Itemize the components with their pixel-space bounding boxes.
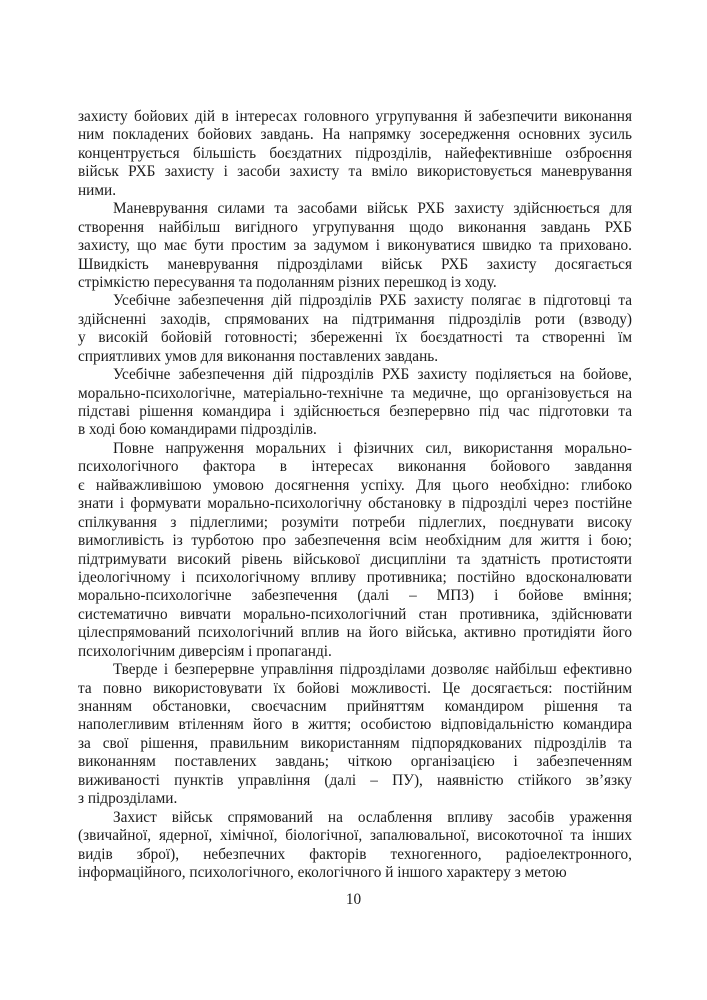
text-line: у високій бойовій готовності; збереженні їх боєздатності та створенні їм: [78, 329, 632, 347]
text-line: вимогливість із турботою про забезпечення всім необхідним для життя і бою;: [78, 532, 632, 550]
paragraph: [78, 366, 632, 440]
text-line: стрімкістю пересування та подоланням різних перешкод із ходу.: [78, 273, 497, 291]
text-line: наполегливим втіленням його в життя; особистою відповідальністю командира: [78, 716, 632, 734]
text-line: Повне напруження моральних і фізичних сил, використання морально-: [113, 439, 632, 457]
text-line: видів зброї), небезпечних факторів техногенного, радіоелектронного,: [78, 845, 632, 863]
text-line: виживаності пунктів управління (далі – ПУ), наявністю стійкого зв’язку: [78, 771, 632, 789]
paragraph: [78, 108, 632, 200]
text-line: з підрозділами.: [78, 790, 178, 808]
paragraph: [78, 661, 632, 809]
paragraph: [78, 809, 632, 883]
text-line: Захист військ спрямований на ослаблення впливу засобів ураження: [113, 808, 632, 826]
text-line: ними.: [78, 181, 117, 199]
text-line: за свої рішення, правильним використанням підпорядкованих підрозділів та: [78, 734, 632, 752]
text-line: систематично вивчати морально-психологічний стан противника, здійснювати: [78, 605, 632, 623]
text-line: концентрується більшість боєздатних підрозділів, найефективніше озброєння: [78, 144, 632, 162]
page-number: 10: [345, 891, 362, 908]
text-line: знати і формувати морально-психологічну обстановку в підрозділі через постійне: [78, 495, 632, 513]
text-line: підтримувати високий рівень військової дисципліни та здатність протистояти: [78, 550, 632, 568]
text-block: [78, 108, 632, 882]
text-line: морально-психологічне, матеріально-технічне та медичне, що організовується на: [78, 384, 632, 402]
text-line: здійсненні заходів, спрямованих на підтримання підрозділів роти (взводу): [78, 310, 632, 328]
text-line: підставі рішення командира і здійснюється безперервно під час підготовки та: [78, 403, 632, 420]
text-line: інформаційного, психологічного, екологічного й іншого характеру з метою: [78, 863, 567, 881]
text-line: захисту, що має бути простим за задумом і виконуватися швидко та приховано.: [78, 237, 632, 255]
text-line: знанням обстановки, своєчасним прийняттям командиром рішення та: [78, 698, 632, 715]
text-line: є найважливішою умовою досягнення успіху. Для цього необхідно: глибоко: [78, 476, 632, 494]
text-line: Усебічне забезпечення дій підрозділів РХБ захисту полягає в підготовці та: [113, 292, 632, 310]
text-line: психологічним диверсіям і пропаганді.: [78, 642, 332, 660]
text-line: Маневрування силами та засобами військ РХБ захисту здійснюється для: [113, 200, 632, 218]
text-line: психологічного фактора в інтересах виконання бойового завдання: [78, 458, 632, 476]
paragraph: [78, 440, 632, 661]
text-line: Усебічне забезпечення дій підрозділів РХБ захисту поділяється на бойове,: [113, 366, 632, 384]
paragraph: [78, 292, 632, 366]
text-line: ідеологічному і психологічному впливу противника; постійно вдосконалювати: [78, 568, 632, 586]
text-line: військ РХБ захисту і засоби захисту та вміло використовується маневрування: [78, 163, 632, 181]
text-line: ним покладених бойових завдань. На напрямку зосередження основних зусиль: [78, 126, 632, 144]
text-line: сприятливих умов для виконання поставлених завдань.: [78, 347, 439, 365]
text-line: Швидкість маневрування підрозділами військ РХБ захисту досягається: [78, 255, 632, 273]
paragraph: [78, 200, 632, 292]
text-line: та повно використовувати їх бойові можливості. Це досягається: постійним: [78, 679, 632, 697]
text-line: морально-психологічне забезпечення (далі – МПЗ) і бойове вміння;: [78, 587, 632, 605]
text-line: спілкування з підлеглими; розуміти потреби підлеглих, поєднувати високу: [78, 513, 632, 531]
text-line: створення найбільш вигідного угрупування щодо виконання завдань РХБ: [78, 218, 632, 236]
text-line: цілеспрямований психологічний вплив на його війська, активно протидіяти його: [78, 624, 632, 642]
text-line: виконанням поставлених завдань; чіткою організацією і забезпеченням: [78, 753, 632, 771]
text-line: в ході бою командирами підрозділів.: [78, 421, 317, 439]
text-line: захисту бойових дій в інтересах головного угрупування й забезпечити виконання: [78, 108, 632, 125]
text-line: (звичайної, ядерної, хімічної, біологічної, запалювальної, високоточної та інших: [78, 827, 632, 845]
text-line: Тверде і безперервне управління підрозділами дозволяє найбільш ефективно: [113, 661, 632, 679]
